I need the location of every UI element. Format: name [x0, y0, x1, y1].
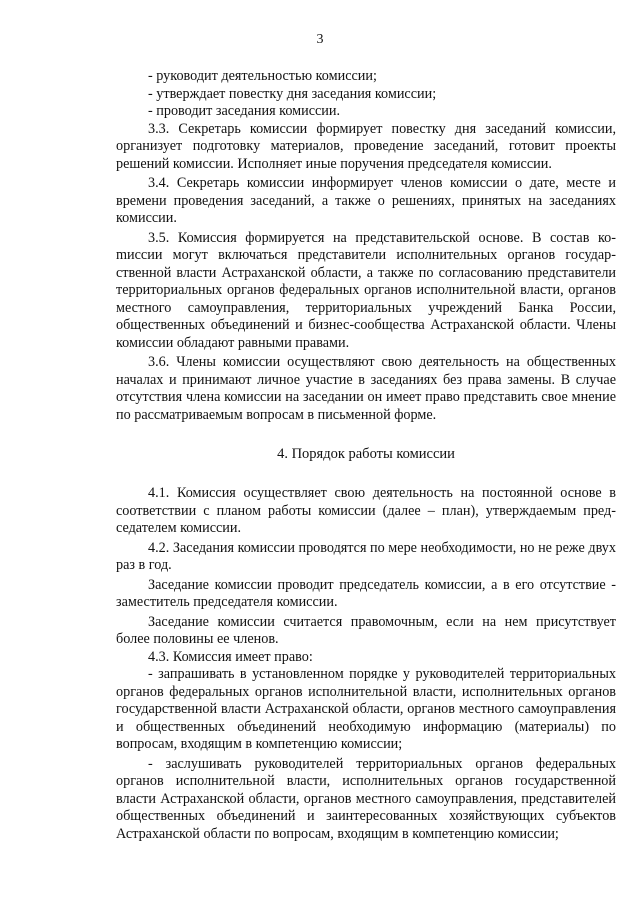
paragraph-4-1: 4.1. Комиссия осуществляет свою деятельность на постоянной основе в соответствии с планом работы комиссии (далее – план), утверждаемым председателем комиссии. — [116, 485, 616, 536]
paragraph-3-6: 3.6. Члены комиссии осуществляют свою деятельность на общественных началах и принимают личное участие в заседаниях без права замены. В случае отсутствия члена комиссии на заседании он имеет право представить свое мнение по рассматриваемым вопросам в письменной форме. — [116, 354, 616, 423]
paragraph-3-3: 3.3. Секретарь комиссии формирует повестку дня заседаний комиссии, организует подготовку материалов, проведение заседаний, готовит проекты решений комиссии. Исполняет иные поручения председателя комиссии. — [116, 120, 616, 172]
paragraph-3-4: 3.4. Секретарь комиссии информирует членов комиссии о дате, месте и времени проведения заседаний, а также о решениях, принятых на заседаниях комиссии. — [116, 175, 616, 226]
paragraph-chair-conducts: Заседание комиссии проводит председатель комиссии, а в его отсутствие - заместитель председателя комиссии. — [116, 576, 616, 610]
paragraph-quorum: Заседание комиссии считается правомочным, если на нем присутствует более половины ее членов. — [116, 613, 616, 647]
list-item-request-info: - запрашивать в установленном порядке у руководителей территориальных органов федеральных органов исполнительной власти, исполнительных органов государственной власти Астраханской области, органов местного самоуправления и общественных объединений необходимую информацию (материалы) по вопросам, входящим в компетенцию комиссии; — [116, 666, 616, 752]
document-body — [116, 68, 616, 843]
list-item-lead-activity: - руководит деятельностью комиссии; — [148, 68, 377, 84]
paragraph-4-2: 4.2. Заседания комиссии проводятся по мере необходимости, но не реже двух раз в год. — [116, 539, 616, 573]
paragraph-3-5: 3.5. Комиссия формируется на представительской основе. В состав коmиссии могут включаться представители исполнительных органов государственной власти Астраханской области, а также по согласованию представители территориальных органов федеральных органов исполнительной власти, органов местного самоуправления, территориальных учреждений Банка России, общественных объединений и бизнес-сообщества Астраханской области. Члены комиссии обладают равными правами. — [116, 229, 616, 351]
list-item-hold-meetings: - проводит заседания комиссии. — [148, 103, 341, 119]
section-heading-4: 4. Порядок работы комиссии — [277, 446, 455, 462]
list-item-approve-agenda: - утверждает повестку дня заседания комиссии; — [148, 85, 437, 102]
paragraph-4-3: 4.3. Комиссия имеет право: — [148, 648, 313, 665]
page-number: 3 — [316, 32, 324, 47]
list-item-hear-heads: - заслушивать руководителей территориальных органов федеральных органов исполнительной власти, исполнительных органов государственной власти Астраханской области, органов местного самоуправления, представителей общественных объединений и заинтересованных хозяйствующих субъектов Астраханской области по вопросам, входящим в компетенцию комиссии; — [116, 755, 616, 842]
